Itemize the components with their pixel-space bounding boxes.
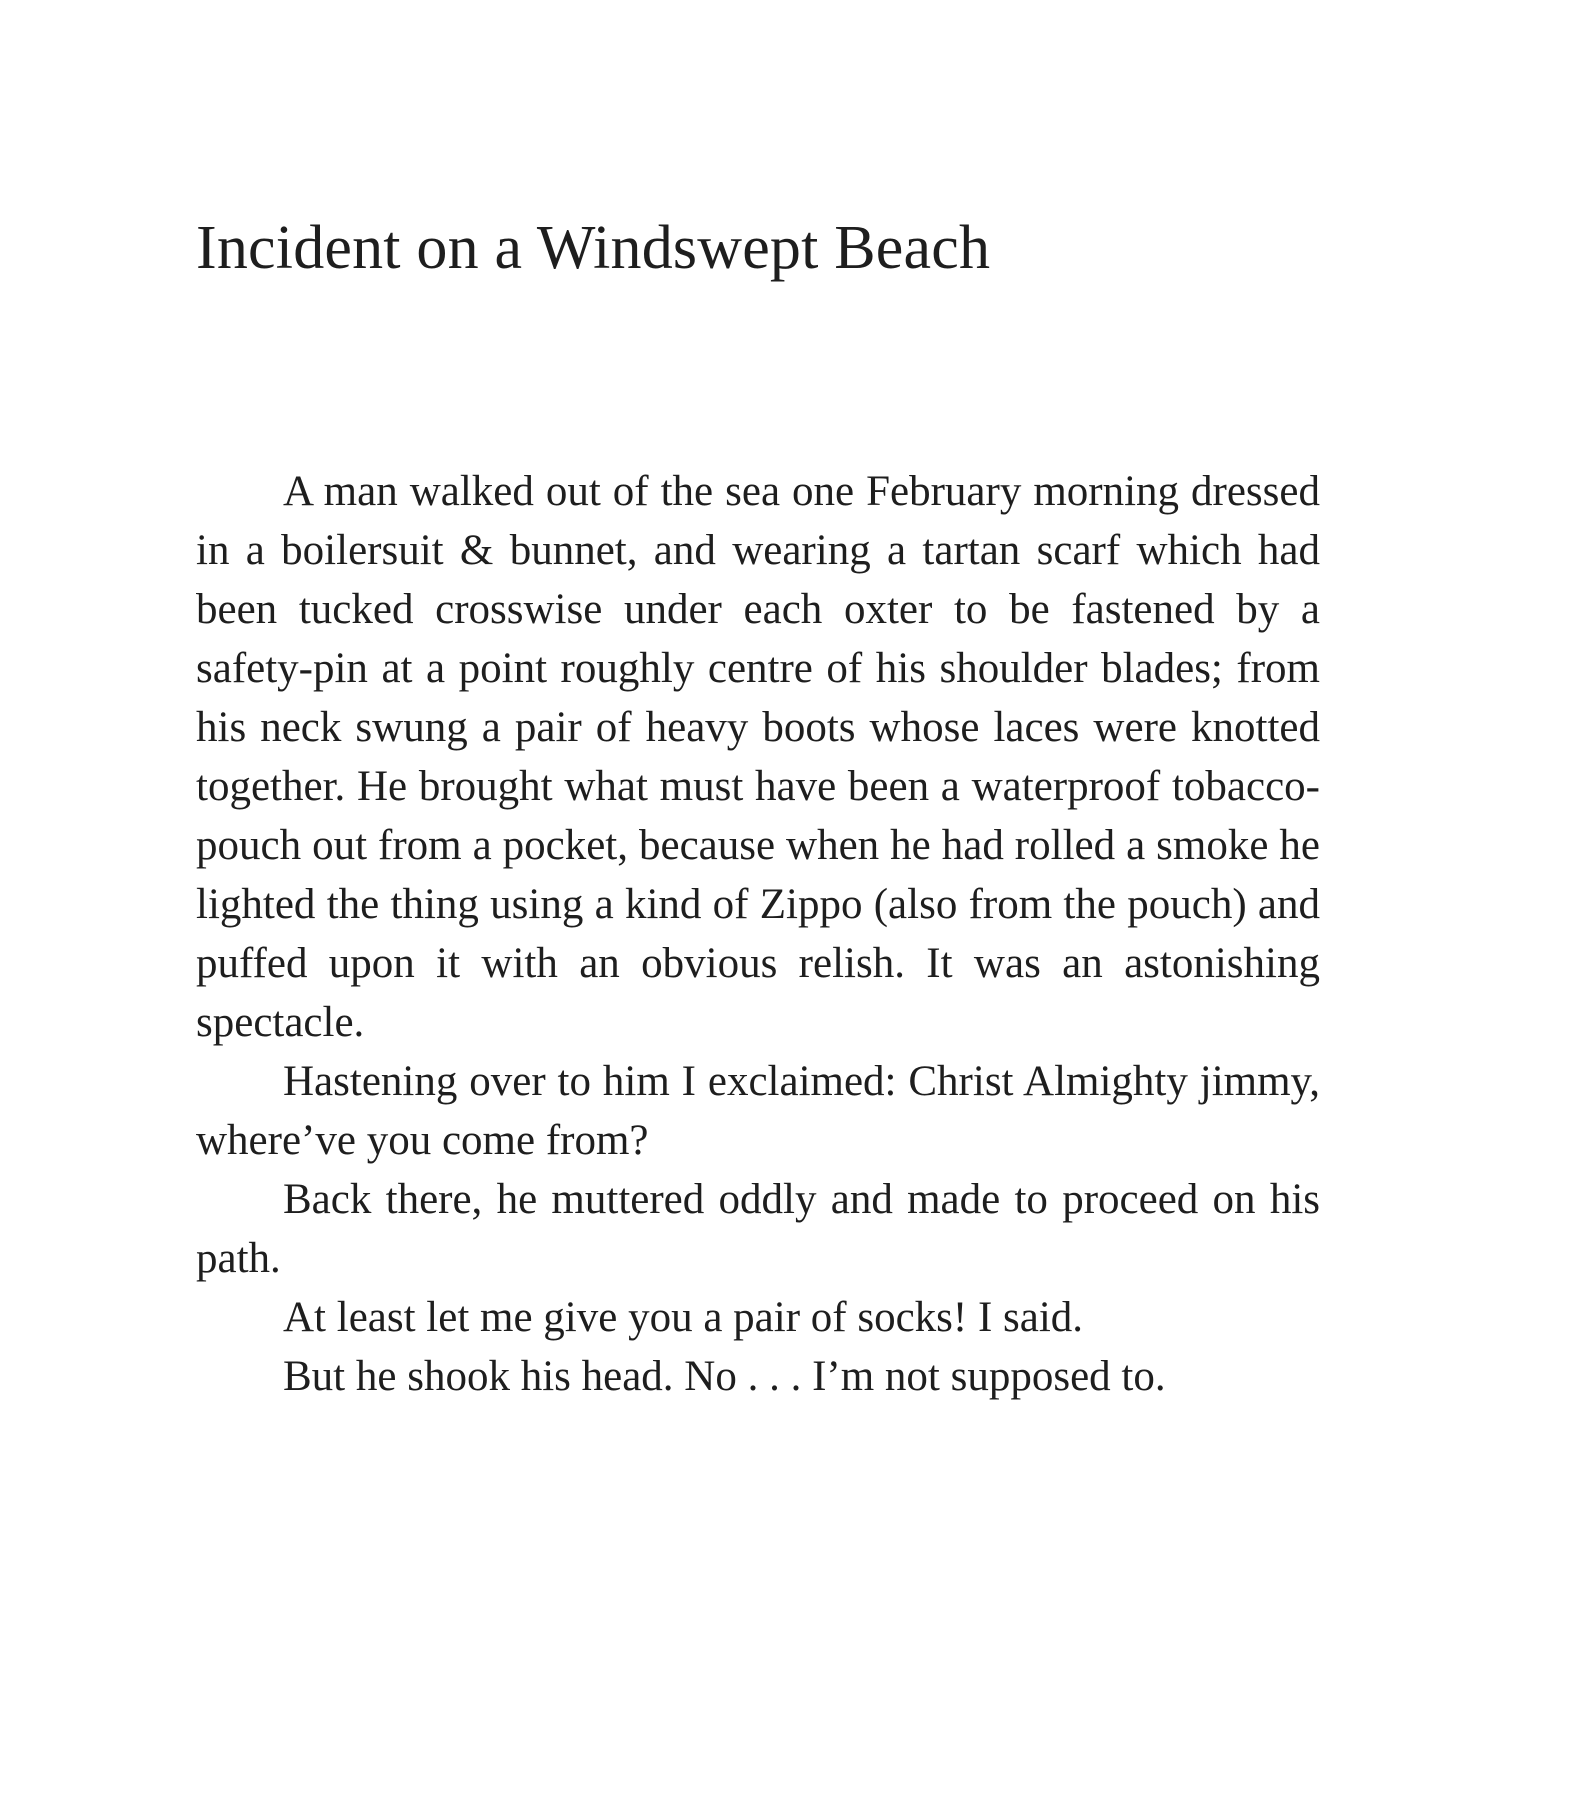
story-title: Incident on a Windswept Beach xyxy=(196,214,991,282)
paragraph-3: Back there, he muttered oddly and made to proceed on his path. xyxy=(196,1176,1320,1282)
paragraph-5: But he shook his head. No . . . I’m not supposed to. xyxy=(283,1353,1166,1400)
story-body xyxy=(196,462,1320,1406)
paragraph-4: At least let me give you a pair of socks! I said. xyxy=(283,1294,1084,1341)
paragraph-1: A man walked out of the sea one February morning dressed in a boilersuit & bunnet, and wearing a tartan scarf which had been tucked crosswise under each oxter to be fastened by a safety-pin at a point roughly centre of his shoulder blades; from his neck swung a pair of heavy boots whose laces were knotted together. He brought what must have been a waterproof tobacco-pouch out from a pocket, because when he had rolled a smoke he lighted the thing using a kind of Zippo (also from the pouch) and puffed upon it with an obvious relish. It was an astonishing spectacle. xyxy=(196,468,1320,1046)
paragraph-2: Hastening over to him I exclaimed: Christ Almighty jimmy, where’ve you come from? xyxy=(196,1058,1320,1164)
